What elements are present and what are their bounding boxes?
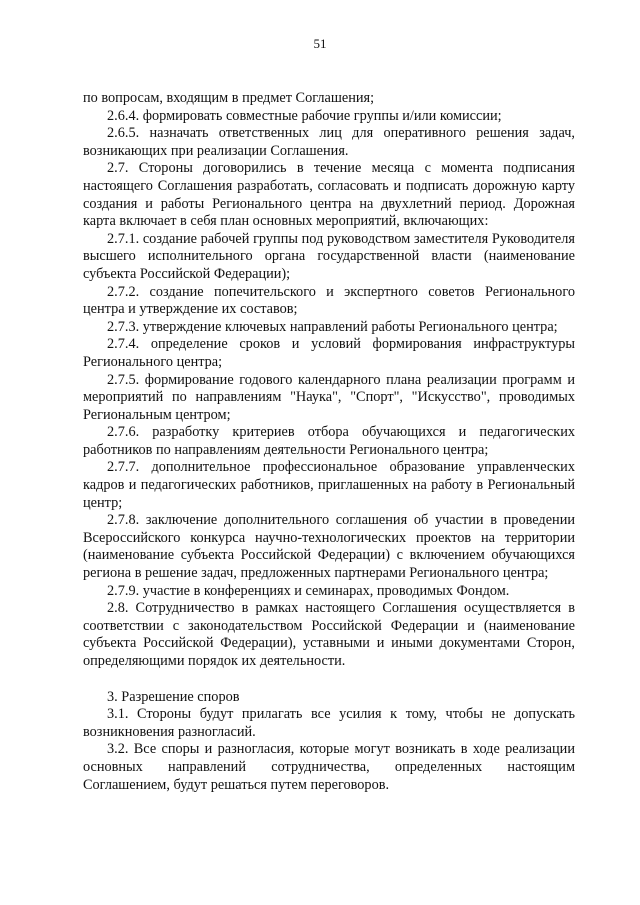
paragraph-2-7-2: 2.7.2. создание попечительского и экспертного советов Регионального центра и утверждение их составов;	[83, 283, 575, 318]
document-body	[83, 90, 575, 794]
paragraph-3-1: 3.1. Стороны будут прилагать все усилия к тому, чтобы не допускать возникновения разногласий.	[83, 706, 575, 740]
paragraph-2-6-4: 2.6.4. формировать совместные рабочие группы и/или комиссии;	[107, 107, 502, 124]
paragraph-2-7-1: 2.7.1. создание рабочей группы под руководством заместителя Руководителя высшего исполнительного органа государственной власти (наименование субъекта Российской Федерации);	[83, 230, 575, 282]
paragraph-3-2: 3.2. Все споры и разногласия, которые могут возникать в ходе реализации основных направлений сотрудничества, определенных настоящим Соглашением, будут решаться путем переговоров.	[83, 741, 575, 793]
page-number: 51	[313, 36, 327, 51]
paragraph-2-7-8: 2.7.8. заключение дополнительного соглашения об участии в проведении Всероссийского конкурса научно-технологических проектов на территории (наименование субъекта Российской Федерации) с включением обучающихся региона в решение задач, предложенных партнерами Регионального центра;	[83, 512, 575, 582]
paragraph-2-7: 2.7. Стороны договорились в течение месяца с момента подписания настоящего Соглашения разработать, согласовать и подписать дорожную карту создания и работы Регионального центра на двухлетний период. Дорожная карта включает в себя план основных мероприятий, включающих:	[83, 160, 575, 230]
paragraph-2-7-9: 2.7.9. участие в конференциях и семинарах, проводимых Фондом.	[107, 582, 510, 599]
section-gap	[83, 671, 575, 689]
section-3-heading: 3. Разрешение споров	[107, 688, 240, 705]
paragraph-2-7-4: 2.7.4. определение сроков и условий формирования инфраструктуры Регионального центра;	[83, 336, 575, 370]
paragraph-2-7-5: 2.7.5. формирование годового календарного плана реализации программ и мероприятий по направлениям "Наука", "Спорт", "Искусство", проводимых Региональным центром;	[83, 371, 575, 423]
paragraph-2-8: 2.8. Сотрудничество в рамках настоящего Соглашения осуществляется в соответствии с законодательством Российской Федерации и (наименование субъекта Российской Федерации), уставными и иными документами Сторон, определяющими порядок их деятельности.	[83, 600, 575, 669]
paragraph-2-7-7: 2.7.7. дополнительное профессиональное образование управленческих кадров и педагогических работников, приглашенных на работу в Региональный центр;	[83, 459, 575, 511]
paragraph-continuation: по вопросам, входящим в предмет Соглашения;	[83, 90, 375, 106]
paragraph-2-7-3: 2.7.3. утверждение ключевых направлений работы Регионального центра;	[107, 318, 558, 335]
paragraph-2-6-5: 2.6.5. назначать ответственных лиц для оперативного решения задач, возникающих при реализации Соглашения.	[83, 125, 575, 159]
paragraph-2-7-6: 2.7.6. разработку критериев отбора обучающихся и педагогических работников по направлениям деятельности Регионального центра;	[83, 424, 575, 458]
